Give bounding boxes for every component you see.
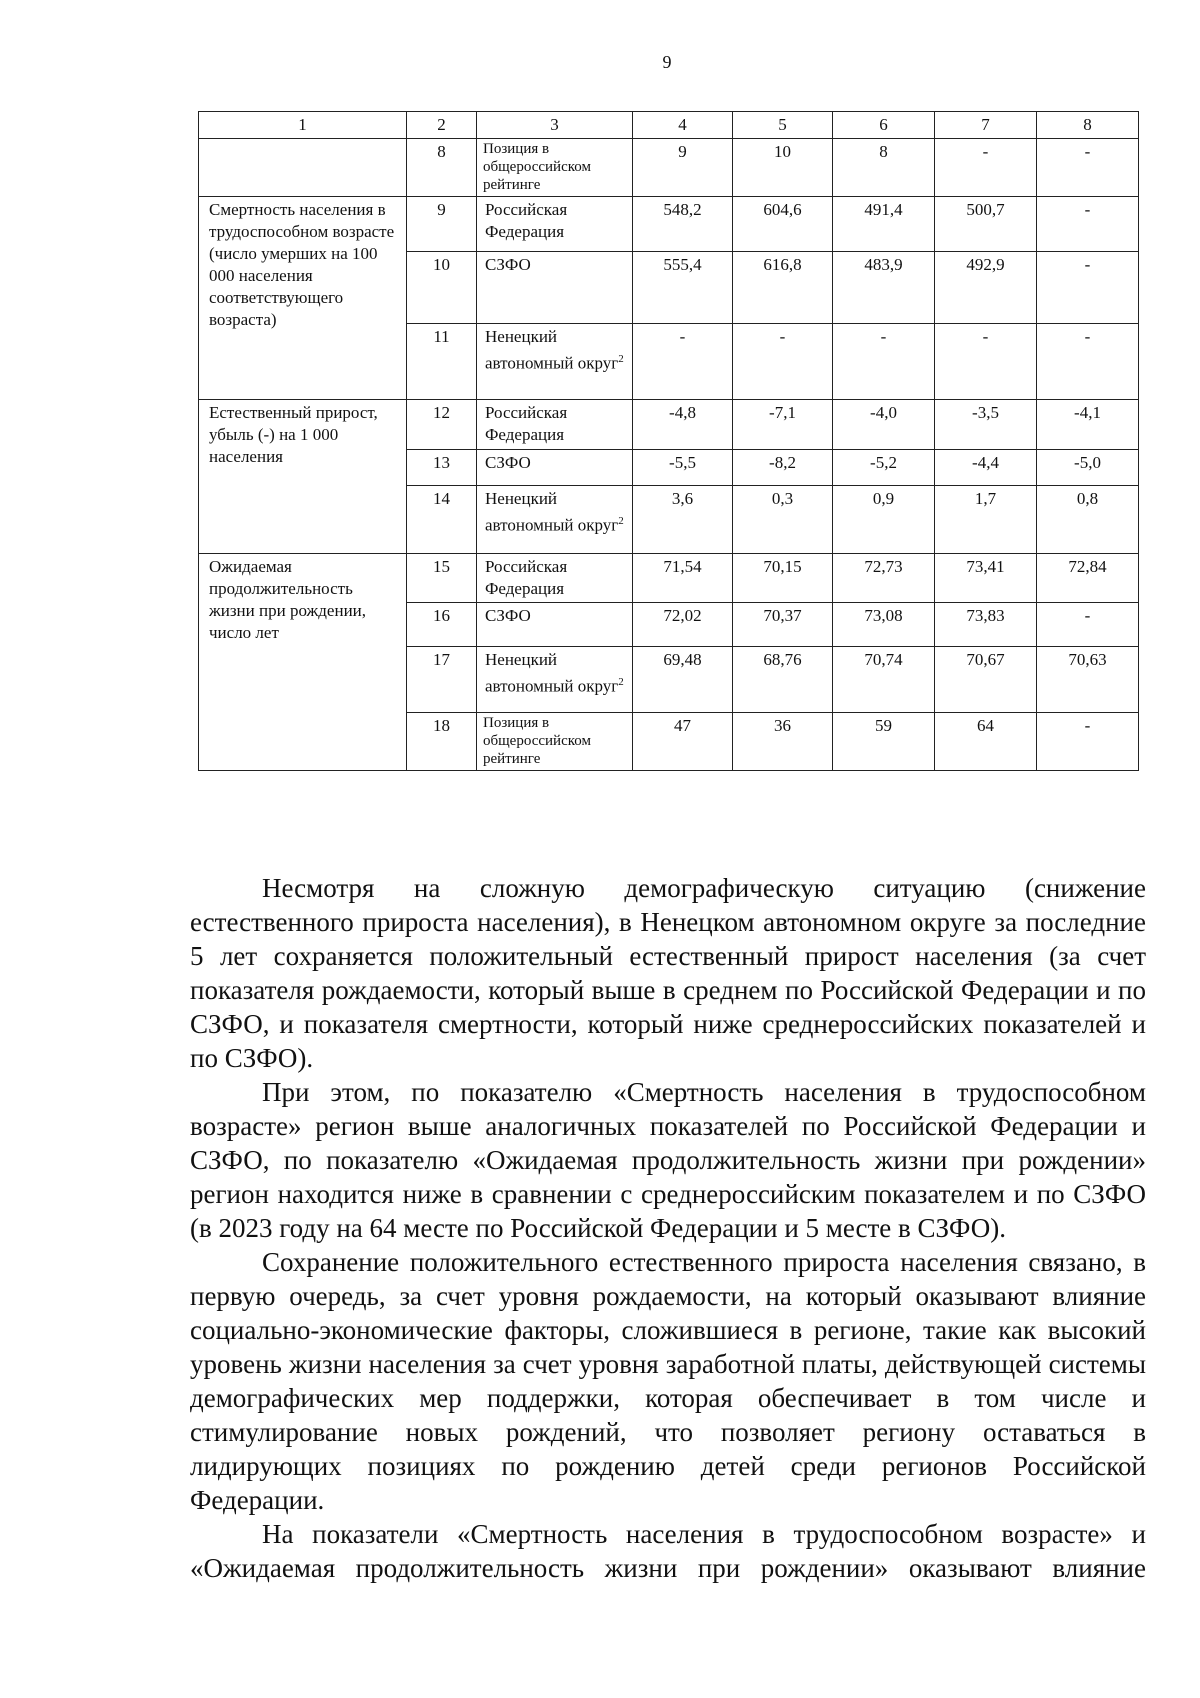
value-cell: 36 bbox=[733, 713, 833, 771]
row-number-cell: 16 bbox=[407, 603, 477, 647]
value-cell: 483,9 bbox=[833, 252, 935, 324]
value-cell: 47 bbox=[633, 713, 733, 771]
value-cell: 3,6 bbox=[633, 486, 733, 554]
value-cell: -4,1 bbox=[1037, 400, 1139, 450]
value-cell: - bbox=[633, 324, 733, 400]
territory-label: Позиция в общероссийском рейтинге bbox=[483, 141, 591, 193]
row-number-cell: 12 bbox=[407, 400, 477, 450]
value-cell: -4,0 bbox=[833, 400, 935, 450]
value-cell: - bbox=[1037, 252, 1139, 324]
row-number-cell: 14 bbox=[407, 486, 477, 554]
table-row bbox=[199, 554, 1139, 603]
territory-cell bbox=[477, 197, 633, 252]
value-cell: - bbox=[1037, 324, 1139, 400]
value-cell: - bbox=[1037, 197, 1139, 252]
value-cell: 73,08 bbox=[833, 603, 935, 647]
value-cell: 604,6 bbox=[733, 197, 833, 252]
body-text bbox=[190, 871, 1146, 1585]
table-row bbox=[199, 139, 1139, 197]
territory-label: Позиция в общероссийском рейтинге bbox=[483, 715, 591, 767]
row-number-cell: 11 bbox=[407, 324, 477, 400]
value-cell: 10 bbox=[733, 139, 833, 197]
header-cell: 3 bbox=[477, 112, 633, 139]
header-cell: 1 bbox=[199, 112, 407, 139]
page-number: 9 bbox=[662, 52, 672, 72]
value-cell: - bbox=[833, 324, 935, 400]
value-cell: -3,5 bbox=[935, 400, 1037, 450]
territory-label: Ненецкий автономный округ bbox=[485, 489, 619, 535]
value-cell: 9 bbox=[633, 139, 733, 197]
table-row bbox=[199, 197, 1139, 252]
header-cell: 7 bbox=[935, 112, 1037, 139]
value-cell: - bbox=[1037, 139, 1139, 197]
value-cell: -7,1 bbox=[733, 400, 833, 450]
header-cell: 6 bbox=[833, 112, 935, 139]
territory-cell bbox=[477, 450, 633, 486]
territory-label: Ненецкий автономный округ bbox=[485, 650, 619, 696]
paragraph: Несмотря на сложную демографическую ситуацию (снижение естественного прироста населения), в Ненецком автономном округе за последние 5 лет сохраняется положительный естественный прирост населения (за счет показателя рождаемости, который выше в среднем по Российской Федерации и по СЗФО, и показателя смертности, который ниже среднероссийских показателей и по СЗФО). bbox=[190, 873, 1146, 1073]
row-number-cell: 9 bbox=[407, 197, 477, 252]
value-cell: 73,83 bbox=[935, 603, 1037, 647]
paragraph: При этом, по показателю «Смертность населения в трудоспособном возрасте» регион выше аналогичных показателей по Российской Федерации и СЗФО, по показателю «Ожидаемая продолжительность жизни при рождении» регион находится ниже в сравнении с среднероссийским показателем и по СЗФО (в 2023 году на 64 месте по Российской Федерации и 5 месте в СЗФО). bbox=[190, 1077, 1146, 1243]
territory-label: Российская Федерация bbox=[485, 403, 568, 444]
footnote-marker: 2 bbox=[618, 515, 624, 527]
value-cell: 72,02 bbox=[633, 603, 733, 647]
value-cell: 8 bbox=[833, 139, 935, 197]
value-cell: - bbox=[935, 324, 1037, 400]
value-cell: - bbox=[1037, 713, 1139, 771]
value-cell: 73,41 bbox=[935, 554, 1037, 603]
value-cell: 1,7 bbox=[935, 486, 1037, 554]
value-cell: 492,9 bbox=[935, 252, 1037, 324]
indicator-cell: Естественный прирост, убыль (-) на 1 000 населения bbox=[199, 400, 407, 554]
value-cell: 616,8 bbox=[733, 252, 833, 324]
value-cell: -8,2 bbox=[733, 450, 833, 486]
header-cell: 2 bbox=[407, 112, 477, 139]
footnote-marker: 2 bbox=[618, 353, 624, 365]
value-cell: -4,4 bbox=[935, 450, 1037, 486]
value-cell: 70,63 bbox=[1037, 647, 1139, 713]
value-cell: - bbox=[733, 324, 833, 400]
value-cell: 72,73 bbox=[833, 554, 935, 603]
header-cell: 8 bbox=[1037, 112, 1139, 139]
territory-label: СЗФО bbox=[485, 453, 531, 472]
territory-cell bbox=[477, 486, 633, 554]
value-cell: 69,48 bbox=[633, 647, 733, 713]
value-cell: 71,54 bbox=[633, 554, 733, 603]
territory-label: СЗФО bbox=[485, 255, 531, 274]
value-cell: 70,74 bbox=[833, 647, 935, 713]
header-cell: 4 bbox=[633, 112, 733, 139]
value-cell: 70,67 bbox=[935, 647, 1037, 713]
territory-cell bbox=[477, 139, 633, 197]
demographics-table bbox=[198, 111, 1139, 771]
value-cell: - bbox=[1037, 603, 1139, 647]
indicator-cell: Ожидаемая продолжительность жизни при рождении, число лет bbox=[199, 554, 407, 771]
territory-label: Ненецкий автономный округ bbox=[485, 327, 619, 373]
paragraph: Сохранение положительного естественного прироста населения связано, в первую очередь, за счет уровня рождаемости, на который оказывают влияние социально-экономические факторы, сложившиеся в регионе, такие как высокий уровень жизни населения за счет уровня заработной платы, действующей системы демографических мер поддержки, которая обеспечивает в том числе и стимулирование новых рождений, что позволяет региону оставаться в лидирующих позициях по рождению детей среди регионов Российской Федерации. bbox=[190, 1247, 1146, 1515]
value-cell: 70,37 bbox=[733, 603, 833, 647]
value-cell: 68,76 bbox=[733, 647, 833, 713]
paragraph: На показатели «Смертность населения в трудоспособном возрасте» и «Ожидаемая продолжительность жизни при рождении» оказывают влияние bbox=[190, 1519, 1146, 1583]
value-cell: -5,5 bbox=[633, 450, 733, 486]
value-cell: 500,7 bbox=[935, 197, 1037, 252]
value-cell: 0,8 bbox=[1037, 486, 1139, 554]
territory-label: СЗФО bbox=[485, 606, 531, 625]
territory-cell bbox=[477, 554, 633, 603]
territory-cell bbox=[477, 252, 633, 324]
territory-cell bbox=[477, 713, 633, 771]
footnote-marker: 2 bbox=[618, 676, 624, 688]
value-cell: 548,2 bbox=[633, 197, 733, 252]
territory-label: Российская Федерация bbox=[485, 557, 568, 598]
table-row bbox=[199, 400, 1139, 450]
territory-cell bbox=[477, 400, 633, 450]
value-cell: 0,9 bbox=[833, 486, 935, 554]
row-number-cell: 15 bbox=[407, 554, 477, 603]
row-number-cell: 8 bbox=[407, 139, 477, 197]
value-cell: -5,0 bbox=[1037, 450, 1139, 486]
territory-cell bbox=[477, 603, 633, 647]
value-cell: -4,8 bbox=[633, 400, 733, 450]
value-cell: 59 bbox=[833, 713, 935, 771]
value-cell: 70,15 bbox=[733, 554, 833, 603]
value-cell: 64 bbox=[935, 713, 1037, 771]
header-cell: 5 bbox=[733, 112, 833, 139]
value-cell: -5,2 bbox=[833, 450, 935, 486]
indicator-cell: Смертность населения в трудоспособном возрасте (число умерших на 100 000 населения соответствующего возраста) bbox=[199, 197, 407, 400]
value-cell: 72,84 bbox=[1037, 554, 1139, 603]
territory-label: Российская Федерация bbox=[485, 200, 568, 241]
row-number-cell: 18 bbox=[407, 713, 477, 771]
table-header-row bbox=[199, 112, 1139, 139]
value-cell: 0,3 bbox=[733, 486, 833, 554]
territory-cell bbox=[477, 647, 633, 713]
value-cell: - bbox=[935, 139, 1037, 197]
indicator-cell bbox=[199, 139, 407, 197]
row-number-cell: 10 bbox=[407, 252, 477, 324]
row-number-cell: 13 bbox=[407, 450, 477, 486]
row-number-cell: 17 bbox=[407, 647, 477, 713]
value-cell: 555,4 bbox=[633, 252, 733, 324]
territory-cell bbox=[477, 324, 633, 400]
value-cell: 491,4 bbox=[833, 197, 935, 252]
